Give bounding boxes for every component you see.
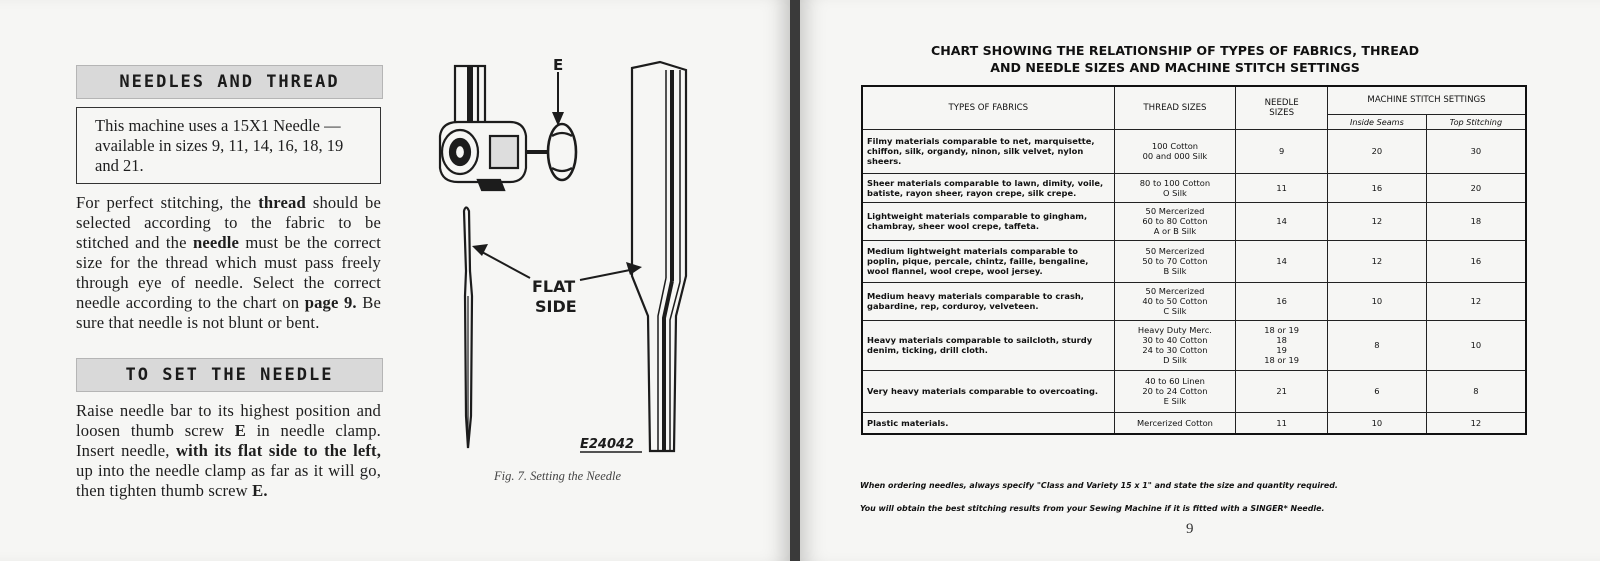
needle-line: 14 <box>1276 256 1287 266</box>
flat-side-instruction: with its flat side to the left, <box>176 441 381 460</box>
needle-line: 14 <box>1276 216 1287 226</box>
fabric-thread-needle-chart <box>861 85 1527 435</box>
thread-line: 20 to 24 Cotton <box>1142 386 1208 396</box>
page-number: 9 <box>1186 521 1194 537</box>
needle-line: 9 <box>1279 146 1285 156</box>
top-stitching-cell: 20 <box>1426 173 1526 202</box>
table-row <box>862 282 1526 320</box>
table-row <box>862 129 1526 173</box>
header-machine-stitch-settings: MACHINE STITCH SETTINGS <box>1328 86 1526 114</box>
thumb-screw-e-illustration <box>548 124 576 180</box>
needle-line: 16 <box>1276 296 1287 306</box>
thread-line: 40 to 50 Cotton <box>1142 296 1208 306</box>
needle-line: 18 or 19 <box>1264 325 1300 335</box>
top-stitching-cell: 8 <box>1426 370 1526 412</box>
thread-cell <box>1114 282 1236 320</box>
top-stitching-cell: 30 <box>1426 129 1526 173</box>
needle-cell <box>1236 370 1328 412</box>
label-side: SIDE <box>535 297 577 316</box>
screw-e-label: E <box>234 421 247 440</box>
table-row <box>862 202 1526 240</box>
fabric-cell: Lightweight materials comparable to gingham, chambray, sheer wool crepe, taffeta. <box>862 202 1114 240</box>
thread-line: 80 to 100 Cotton <box>1139 177 1211 188</box>
thread-line: O Silk <box>1163 187 1187 198</box>
needle-info-box <box>76 107 381 184</box>
needle-figure <box>430 56 700 476</box>
header-needle-line-1: NEEDLE <box>1264 97 1299 108</box>
thread-line: E Silk <box>1163 396 1187 406</box>
thread-cell <box>1114 412 1236 434</box>
table-row <box>862 240 1526 282</box>
needle-info-text: This machine uses a 15X1 Needle —available in sizes 9, 11, 14, 16, 18, 19 and 21. <box>95 116 344 175</box>
header-types-of-fabrics: TYPES OF FABRICS <box>862 86 1114 129</box>
chart-title-line-2: AND NEEDLE SIZES AND MACHINE STITCH SETTINGS <box>990 60 1360 75</box>
inside-seams-cell: 8 <box>1328 320 1427 370</box>
label-e: E <box>553 56 564 74</box>
thread-bold-word: thread <box>258 193 306 212</box>
singer-needle-note: You will obtain the best stitching results from your Sewing Machine if it is fitted with a SINGER* Needle. <box>860 504 1325 513</box>
inside-seams-cell: 12 <box>1328 202 1427 240</box>
header-needle-line-2: SIZES <box>1269 107 1295 118</box>
needle-bold-word: needle <box>192 233 240 252</box>
needle-cell <box>1236 129 1328 173</box>
thread-text-2: should be selected according to the fabric to be stitched and the <box>76 193 382 252</box>
needle-clamp-illustration <box>440 122 548 190</box>
top-stitching-cell: 12 <box>1426 412 1526 434</box>
thread-line: A or B Silk <box>1153 226 1197 236</box>
table-row <box>862 370 1526 412</box>
thread-cell <box>1114 370 1236 412</box>
thread-line: Heavy Duty Merc. <box>1137 325 1212 335</box>
flat-side-arrow-right <box>580 270 630 280</box>
inside-seams-cell: 16 <box>1328 173 1427 202</box>
inside-seams-cell: 10 <box>1328 282 1427 320</box>
top-stitching-cell: 12 <box>1426 282 1526 320</box>
thread-cell <box>1114 129 1236 173</box>
thread-cell <box>1114 320 1236 370</box>
thread-line: 40 to 60 Linen <box>1144 376 1205 386</box>
inside-seams-cell: 20 <box>1328 129 1427 173</box>
thread-line: B Silk <box>1163 266 1187 276</box>
needle-line: 11 <box>1276 182 1287 193</box>
needle-cell <box>1236 240 1328 282</box>
chart-title <box>905 42 1445 76</box>
top-stitching-cell: 16 <box>1426 240 1526 282</box>
inside-seams-cell: 6 <box>1328 370 1427 412</box>
set-text-1: Raise needle bar to its highest position and loosen thumb screw <box>76 401 381 440</box>
header-needle-sizes <box>1236 86 1328 129</box>
thread-line: 00 and 000 Silk <box>1142 151 1208 161</box>
header-inside-seams: Inside Seams <box>1328 114 1427 129</box>
fabric-cell: Sheer materials comparable to lawn, dimity, voile, batiste, rayon sheer, rayon crepe, silk crepe. <box>862 173 1114 202</box>
needle-cell <box>1236 320 1328 370</box>
fabric-cell: Very heavy materials comparable to overcoating. <box>862 370 1114 412</box>
top-stitching-cell: 10 <box>1426 320 1526 370</box>
thread-line: D Silk <box>1163 355 1187 365</box>
left-page <box>0 0 790 561</box>
inside-seams-cell: 10 <box>1328 412 1427 434</box>
table-row <box>862 320 1526 370</box>
page-reference: page 9. <box>304 293 357 312</box>
needle-cell <box>1236 412 1328 434</box>
thread-text-1: For perfect stitching, the <box>76 193 259 212</box>
fabric-cell: Heavy materials comparable to sailcloth, sturdy denim, ticking, drill cloth. <box>862 320 1114 370</box>
needle-side-view <box>464 208 472 449</box>
thread-line: 50 Mercerized <box>1145 206 1205 216</box>
flat-side-arrow-left <box>482 252 530 278</box>
thread-line: 60 to 80 Cotton <box>1142 216 1208 226</box>
screw-e-label-end: E. <box>252 481 268 500</box>
needle-cell <box>1236 282 1328 320</box>
thread-line: C Silk <box>1163 306 1187 316</box>
needle-line: 18 or 19 <box>1264 355 1300 365</box>
needles-and-thread-heading: NEEDLES AND THREAD <box>76 65 383 99</box>
thread-cell <box>1114 173 1236 202</box>
thread-line: 30 to 40 Cotton <box>1142 335 1208 345</box>
needle-line: 11 <box>1276 417 1287 428</box>
set-text-2: in needle clamp. Insert needle, <box>76 421 381 460</box>
thread-line: 50 Mercerized <box>1145 286 1205 296</box>
needle-line: 21 <box>1276 386 1287 396</box>
chart-body <box>862 129 1526 434</box>
ordering-note: When ordering needles, always specify "Class and Variety 15 x 1" and state the size and quantity required. <box>860 481 1338 490</box>
needle-cell <box>1236 202 1328 240</box>
thread-cell <box>1114 202 1236 240</box>
label-flat: FLAT <box>532 277 576 296</box>
figure-caption: Fig. 7. Setting the Needle <box>494 469 622 483</box>
thread-line: 100 Cotton <box>1151 141 1199 151</box>
header-top-stitching: Top Stitching <box>1426 114 1526 129</box>
thread-text-3: must be the correct size for the thread which must pass freely through eye of needle. Select the correct needle according to the chart on <box>76 233 381 312</box>
set-text-3: up into the needle clamp as far as it will go, then tighten thumb screw <box>76 461 381 500</box>
set-the-needle-heading: TO SET THE NEEDLE <box>76 358 383 392</box>
needle-line: 18 <box>1276 335 1287 345</box>
inside-seams-cell: 12 <box>1328 240 1427 282</box>
figure-code: E24042 <box>580 437 635 452</box>
needle-line: 19 <box>1276 345 1287 355</box>
needle-enlarged-view <box>632 62 686 451</box>
fabric-cell: Plastic materials. <box>862 412 1114 434</box>
table-row <box>862 412 1526 434</box>
set-needle-paragraph <box>76 401 381 501</box>
fabric-cell: Filmy materials comparable to net, marquisette, chiffon, silk, organdy, ninon, silk velvet, nylon sheers. <box>862 129 1114 173</box>
thread-line: 50 to 70 Cotton <box>1142 256 1208 266</box>
fabric-cell: Medium heavy materials comparable to crash, gabardine, rep, corduroy, velveteen. <box>862 282 1114 320</box>
header-thread-sizes: THREAD SIZES <box>1114 86 1236 129</box>
top-stitching-cell: 18 <box>1426 202 1526 240</box>
table-row <box>862 173 1526 202</box>
chart-title-line-1: CHART SHOWING THE RELATIONSHIP OF TYPES OF FABRICS, THREAD <box>930 43 1420 58</box>
thread-line: Mercerized Cotton <box>1136 417 1213 428</box>
thread-line: 50 Mercerized <box>1145 246 1205 256</box>
thread-paragraph <box>76 193 381 333</box>
thread-line: 24 to 30 Cotton <box>1142 345 1208 355</box>
needle-cell <box>1236 173 1328 202</box>
needle-bar-illustration <box>455 66 485 130</box>
thread-cell <box>1114 240 1236 282</box>
fabric-cell: Medium lightweight materials comparable to poplin, pique, percale, chintz, faille, bengaline, wool flannel, wool crepe, wool jersey. <box>862 240 1114 282</box>
thread-text-4: Be sure that needle is not blunt or bent. <box>76 293 381 332</box>
